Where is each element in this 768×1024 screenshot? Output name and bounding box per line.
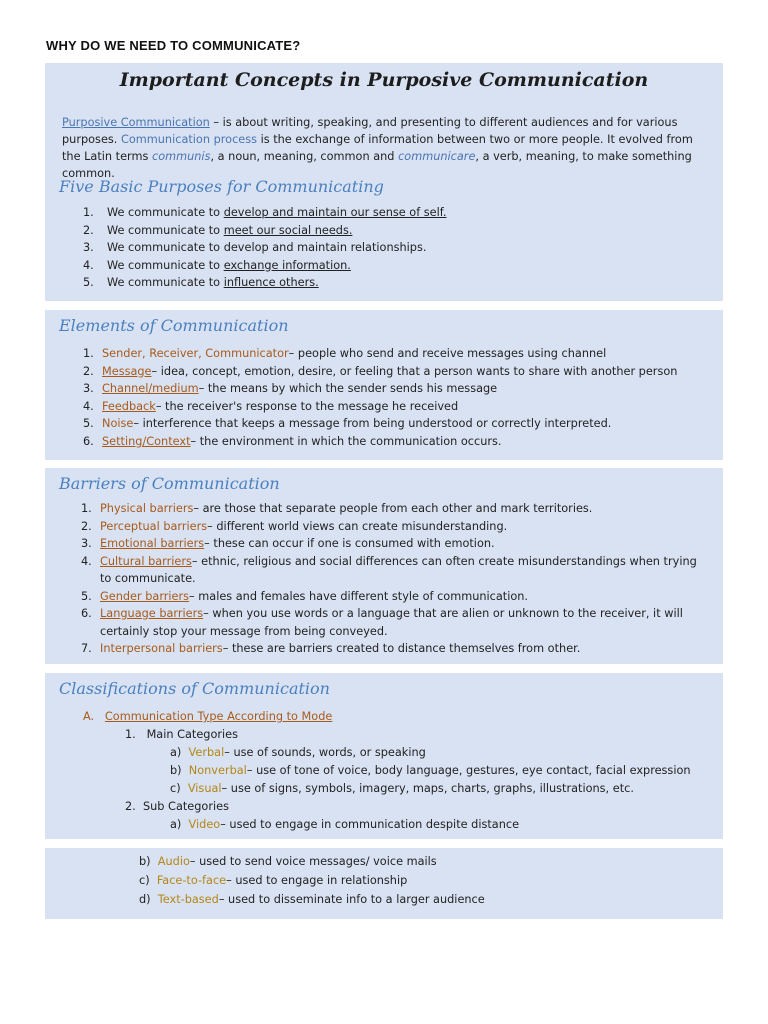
elements-list	[45, 345, 723, 450]
intro-text-2: is the exchange of information between two or more people. It evolved from the Latin terms	[62, 133, 693, 163]
list-item: 5. Gender barriers– males and females have different style of communication.	[81, 589, 529, 603]
intro-text-3: , a noun, meaning, common and	[210, 150, 399, 163]
intro-paragraph	[62, 114, 713, 182]
list-item: 4. We communicate to exchange information.	[83, 258, 351, 272]
sub-categories-heading: 2. Sub Categories	[125, 800, 229, 813]
purposes-list	[45, 204, 723, 292]
classifications-panel	[45, 673, 723, 839]
list-item: 2. Perceptual barriers– different world views can create misunderstanding.	[81, 519, 508, 533]
list-item: c) Visual– use of signs, symbols, imagery, maps, charts, graphs, illustrations, etc.	[170, 782, 634, 795]
intro-text-1: – is about writing, speaking, and presenting to different audiences and for various purposes.	[62, 116, 678, 146]
mode-heading: A. Communication Type According to Mode	[83, 710, 333, 723]
elements-panel	[45, 310, 723, 460]
list-item: 5. Noise– interference that keeps a message from being understood or correctly interpreted.	[83, 417, 612, 430]
purposes-title: Five Basic Purposes for Communicating	[59, 177, 384, 196]
barriers-panel	[45, 468, 723, 664]
barriers-list	[45, 500, 711, 658]
main-title: Important Concepts in Purposive Communication	[119, 69, 649, 91]
list-item: b) Nonverbal– use of tone of voice, body language, gestures, eye contact, facial expression	[170, 764, 691, 777]
list-item: 5. We communicate to influence others.	[83, 276, 319, 289]
intro-term-communicare: communicare	[398, 150, 476, 163]
classifications-title: Classifications of Communication	[59, 679, 330, 698]
list-item: 1. Sender, Receiver, Communicator– people who send and receive messages using channel	[83, 347, 607, 360]
list-item: 1. Physical barriers– are those that separate people from each other and mark territories.	[81, 502, 593, 515]
main-categories-heading: 1. Main Categories	[125, 728, 239, 741]
list-item: 3. We communicate to develop and maintain relationships.	[83, 241, 427, 254]
document-heading: WHY DO WE NEED TO COMMUNICATE?	[46, 38, 301, 53]
list-item: b) Audio– used to send voice messages/ voice mails	[139, 855, 437, 868]
barriers-title: Barriers of Communication	[59, 474, 280, 493]
list-item: 6. Language barriers– when you use words or a language that are alien or unknown to the receiver, it will certainly stop your message from being conveyed.	[81, 607, 683, 638]
intro-term-process: Communication process	[120, 133, 258, 146]
list-item: 4. Cultural barriers– ethnic, religious and social differences can often create misunderstandings when trying to communicate.	[81, 554, 697, 585]
intro-term-communis: communis	[151, 150, 211, 163]
concepts-panel	[45, 63, 723, 301]
list-item: 3. Channel/medium– the means by which the sender sends his message	[83, 382, 498, 395]
elements-title: Elements of Communication	[59, 316, 289, 335]
list-item: 6. Setting/Context– the environment in which the communication occurs.	[83, 434, 502, 448]
intro-text-4: , a verb, meaning, to make something common.	[62, 150, 692, 180]
list-item: d) Text-based– used to disseminate info to a larger audience	[139, 893, 485, 906]
intro-term-purposive: Purposive Communication	[62, 116, 210, 129]
list-item: 4. Feedback– the receiver's response to the message he received	[83, 399, 459, 413]
list-item: 7. Interpersonal barriers– these are barriers created to distance themselves from other.	[81, 642, 581, 655]
list-item: 2. Message– idea, concept, emotion, desire, or feeling that a person wants to share with another person	[83, 364, 678, 378]
list-item: a) Verbal– use of sounds, words, or speaking	[170, 746, 426, 759]
list-item: 3. Emotional barriers– these can occur if one is consumed with emotion.	[81, 537, 495, 550]
continued-panel	[45, 848, 723, 919]
list-item: a) Video– used to engage in communication despite distance	[170, 818, 520, 831]
list-item: 2. We communicate to meet our social needs.	[83, 223, 353, 237]
list-item: c) Face-to-face– used to engage in relationship	[139, 874, 408, 887]
list-item: 1. We communicate to develop and maintain our sense of self.	[83, 206, 447, 219]
